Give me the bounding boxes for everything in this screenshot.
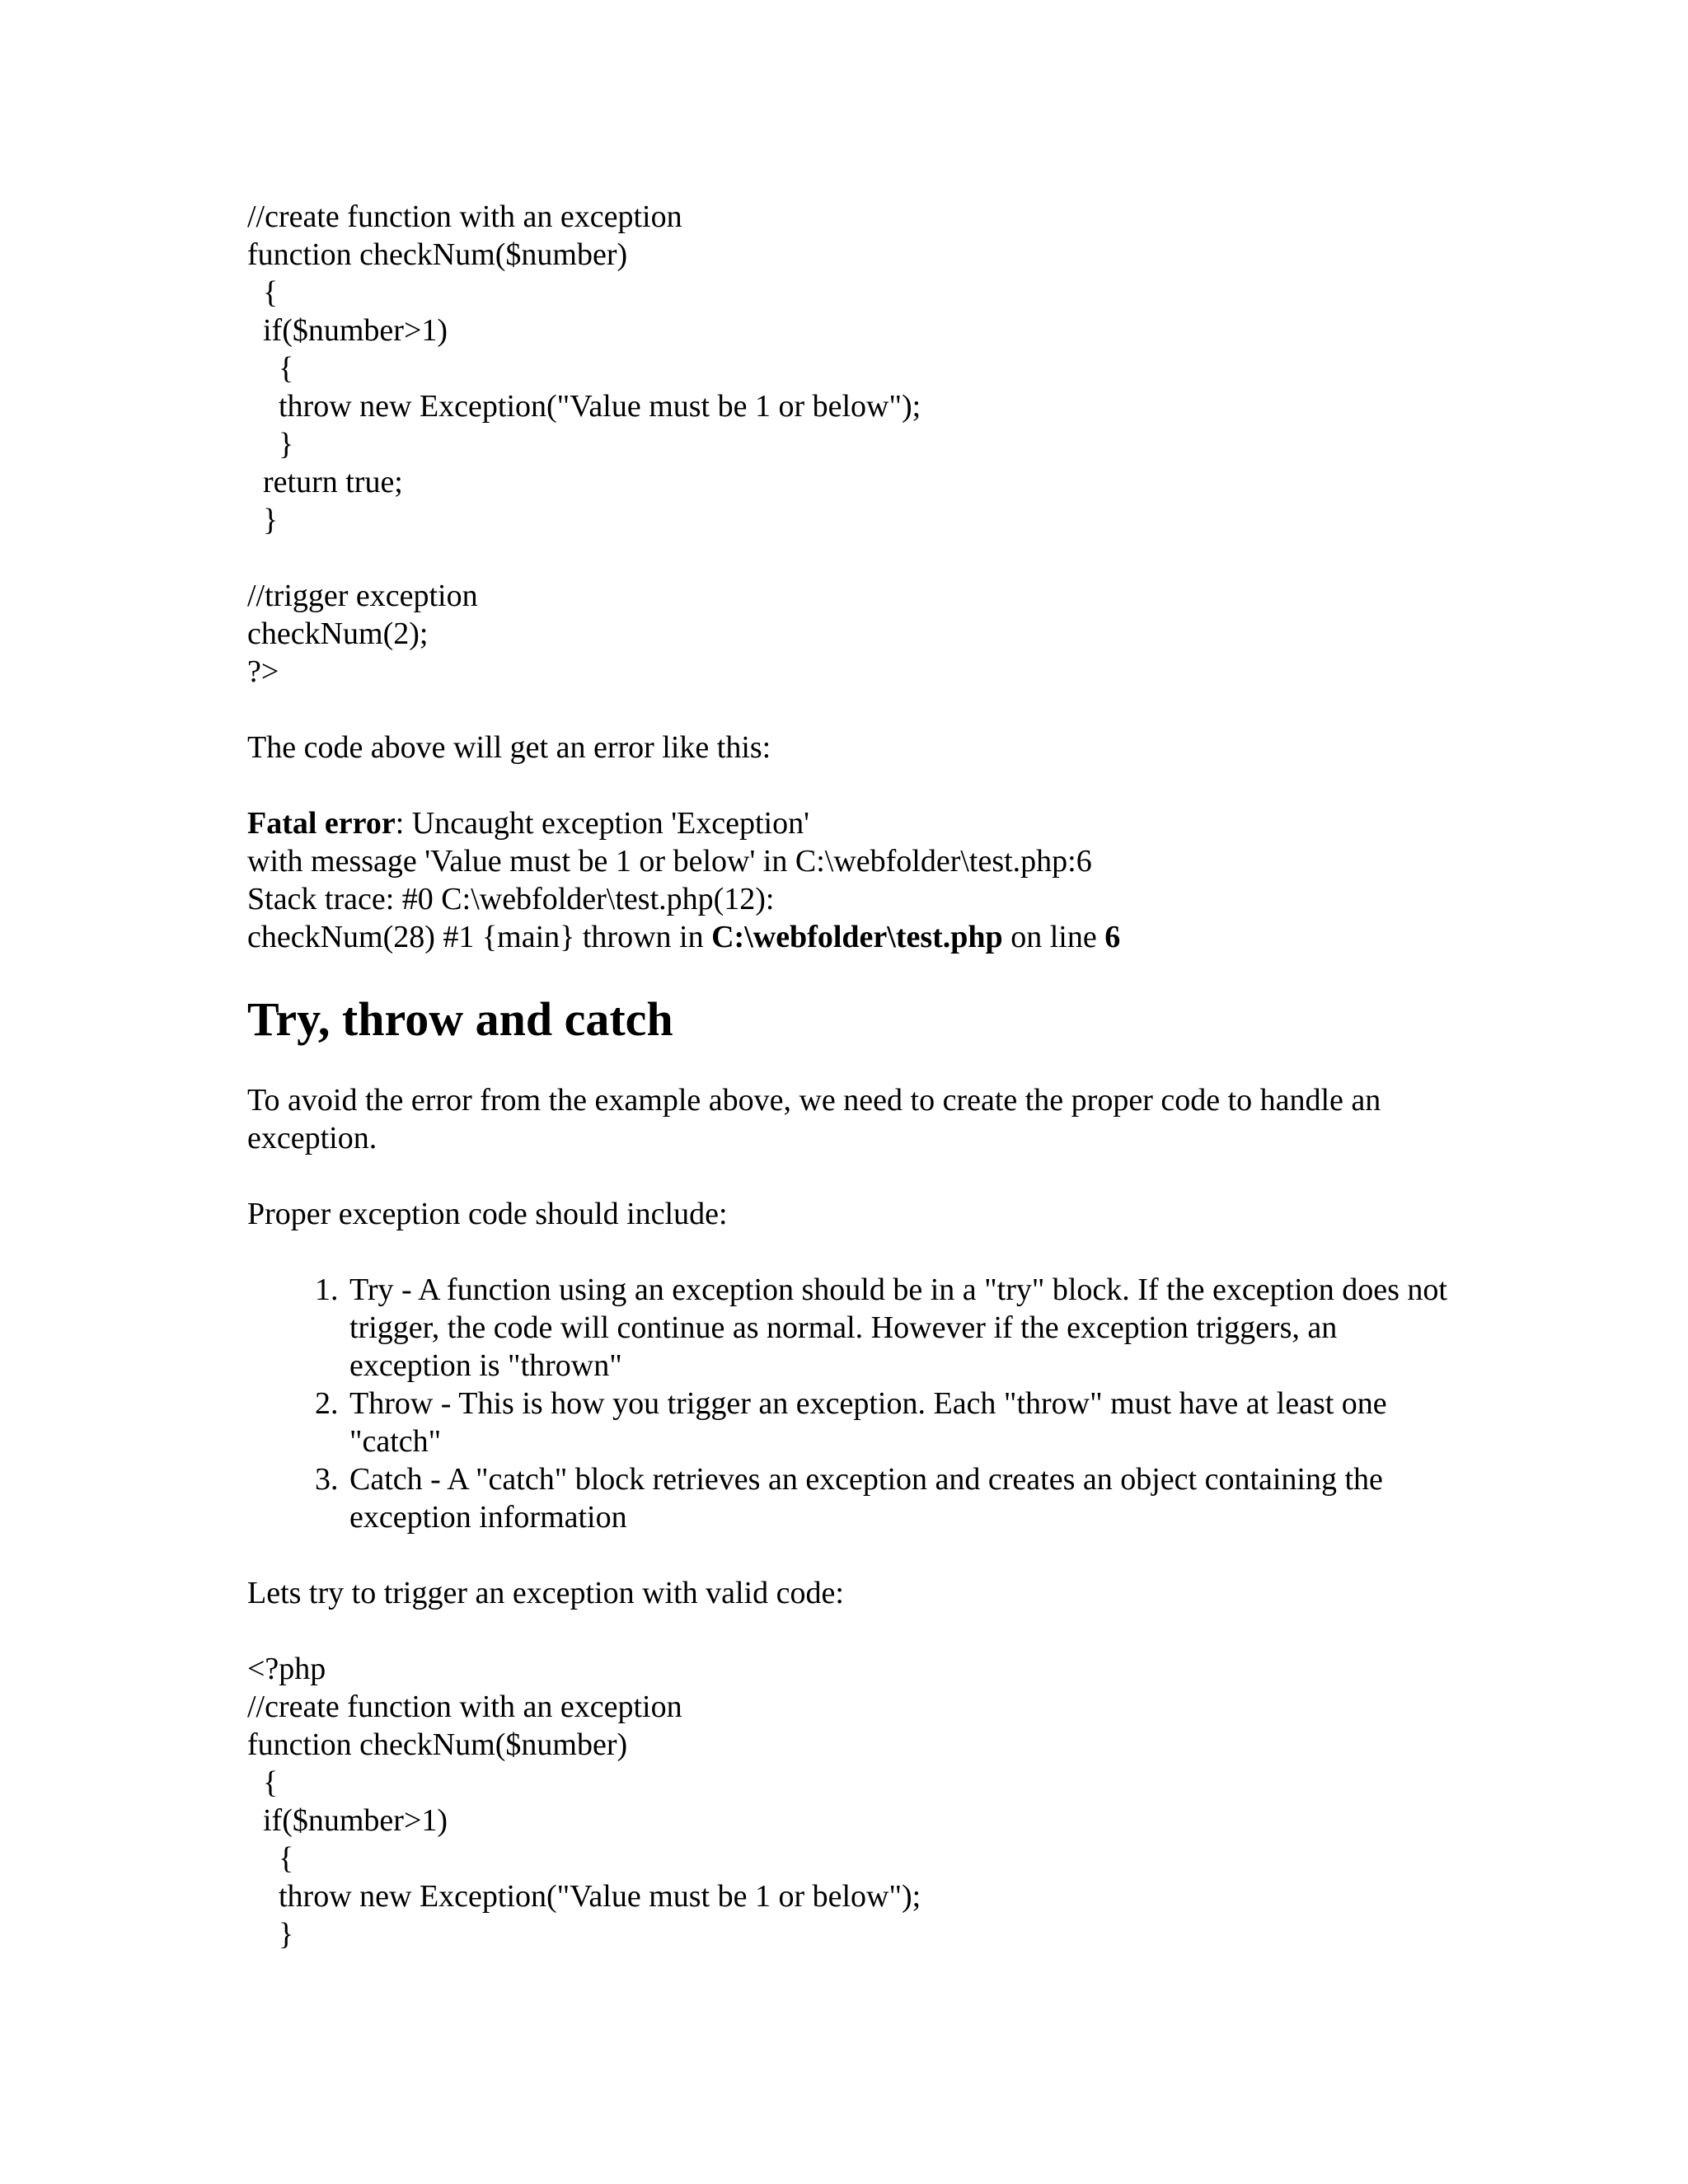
code-line: <?php (247, 1652, 326, 1686)
code-line: } (247, 427, 294, 462)
error-message: : Uncaught exception 'Exception' (395, 806, 809, 841)
code-line: { (247, 351, 294, 386)
code-line: function checkNum($number) (247, 237, 628, 272)
code-line (247, 539, 1451, 577)
error-message: with message 'Value must be 1 or below' in C:\webfolder\test.php:6 (247, 844, 1092, 879)
error-stack-trace: Stack trace: #0 C:\webfolder\test.php(12): (247, 882, 775, 916)
code-line: //trigger exception (247, 579, 478, 613)
error-file-path: C:\webfolder\test.php (711, 920, 1003, 954)
code-block-second (247, 1650, 1451, 1953)
paragraph: Lets try to trigger an exception with valid code: (247, 1576, 844, 1610)
code-line: ?> (247, 654, 279, 689)
error-message: on line (1002, 920, 1105, 954)
code-line: return true; (247, 465, 403, 499)
code-line: throw new Exception("Value must be 1 or below"); (247, 1879, 921, 1914)
code-line: function checkNum($number) (247, 1727, 628, 1762)
code-line: if($number>1) (247, 313, 448, 348)
section-heading: Try, throw and catch (247, 992, 673, 1046)
list-item: 2. Throw - This is how you trigger an exception. Each "throw" must have at least one "catch" (346, 1385, 1451, 1460)
list-item: 3. Catch - A "catch" block retrieves an exception and creates an object containing the exception information (346, 1460, 1451, 1536)
code-line: } (247, 503, 279, 537)
code-line: //create function with an exception (247, 1690, 682, 1724)
paragraph: To avoid the error from the example above, we need to create the proper code to handle an exception. (247, 1083, 1381, 1155)
code-line: { (247, 1765, 279, 1800)
intro-text: The code above will get an error like this: (247, 730, 771, 765)
code-line: throw new Exception("Value must be 1 or below"); (247, 389, 921, 424)
numbered-list (247, 1271, 1451, 1536)
code-line: if($number>1) (247, 1803, 448, 1838)
code-line: checkNum(2); (247, 616, 429, 651)
code-line: } (247, 1917, 294, 1952)
code-line: { (247, 1841, 294, 1876)
code-line: { (247, 275, 279, 310)
list-item: 1. Try - A function using an exception should be in a "try" block. If the exception does not trigger, the code will continue as normal. However if the exception triggers, an exception is "thrown" (346, 1271, 1451, 1385)
document-page (247, 198, 1451, 1953)
code-line: //create function with an exception (247, 199, 682, 234)
error-message: checkNum(28) #1 {main} thrown in (247, 920, 712, 954)
error-output (247, 804, 1451, 956)
error-line-number: 6 (1104, 920, 1121, 954)
code-block-first (247, 198, 1451, 691)
error-label: Fatal error (247, 806, 396, 841)
paragraph: Proper exception code should include: (247, 1197, 728, 1231)
